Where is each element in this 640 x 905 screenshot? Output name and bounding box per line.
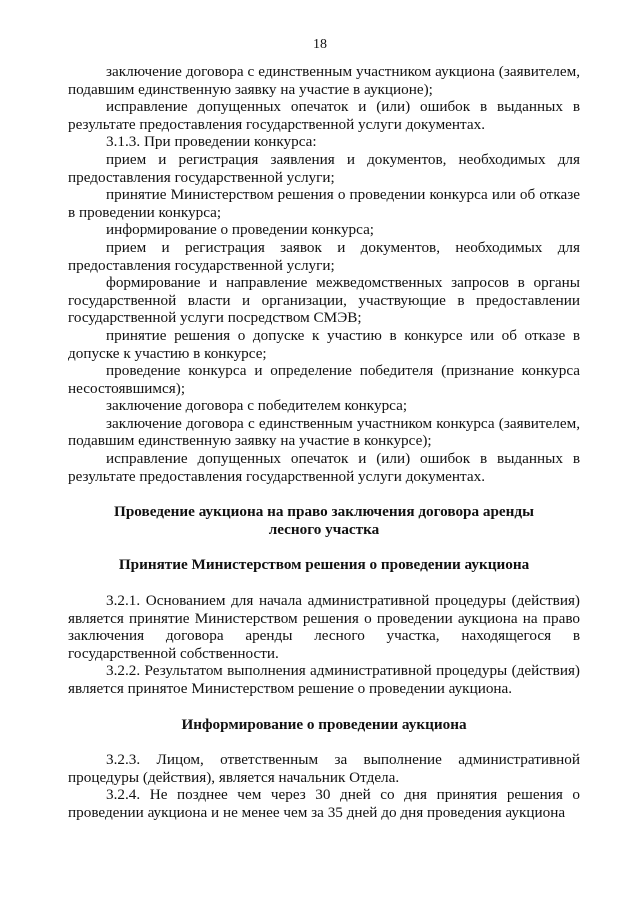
paragraph: прием и регистрация заявок и документов, необходимых для предоставления государственной услуги; (68, 238, 580, 274)
paragraph: исправление допущенных опечаток и (или) ошибок в выданных в результате предоставления государственной услуги документах. (68, 98, 580, 133)
section-heading: Принятие Министерством решения о проведении аукциона (118, 556, 530, 574)
section-heading: Информирование о проведении аукциона (181, 715, 467, 733)
section-spacer (68, 733, 580, 751)
paragraph: 3.2.1. Основанием для начала административной процедуры (действия) является принятие Министерством решения о проведении аукциона на право заключения договора аренды лесного участка, находящегося в государственной собственности. (68, 592, 580, 662)
document-body (68, 63, 580, 822)
paragraph: прием и регистрация заявления и документов, необходимых для предоставления государственной услуги; (68, 150, 580, 186)
paragraph: 3.2.2. Результатом выполнения административной процедуры (действия) является принятое Министерством решение о проведении аукциона. (68, 662, 580, 697)
paragraph: исправление допущенных опечаток и (или) ошибок в выданных в результате предоставления государственной услуги документах. (68, 450, 580, 485)
section-heading: Проведение аукциона на право заключения договора аренды лесного участка (114, 503, 534, 538)
paragraph: формирование и направление межведомственных запросов в органы государственной власти и организации, участвующие в предоставлении государственной услуги посредством СМЭВ; (68, 274, 580, 327)
paragraph: проведение конкурса и определение победителя (признание конкурса несостоявшимся); (68, 362, 580, 397)
section-spacer (68, 485, 580, 503)
section-spacer (68, 574, 580, 592)
paragraph: заключение договора с единственным участником аукциона (заявителем, подавшим единственную заявку на участие в аукционе); (68, 63, 580, 98)
paragraph: 3.2.3. Лицом, ответственным за выполнение административной процедуры (действия), является начальник Отдела. (68, 751, 580, 786)
section-spacer (68, 698, 580, 716)
paragraph: принятие решения о допуске к участию в конкурсе или об отказе в допуске к участию в конкурсе; (68, 326, 580, 362)
section-spacer (68, 538, 580, 556)
paragraph: 3.1.3. При проведении конкурса: (106, 133, 317, 151)
paragraph: заключение договора с единственным участником конкурса (заявителем, подавшим единственную заявку на участие в конкурсе); (68, 414, 580, 450)
paragraph: 3.2.4. Не позднее чем через 30 дней со дня принятия решения о проведении аукциона и не менее чем за 35 дней до дня проведения аукциона (68, 786, 580, 821)
paragraph: информирование о проведении конкурса; (106, 221, 375, 239)
paragraph: принятие Министерством решения о проведении конкурса или об отказе в проведении конкурса; (68, 186, 580, 221)
page-number: 18 (313, 37, 327, 52)
paragraph: заключение договора с победителем конкурса; (106, 397, 408, 415)
